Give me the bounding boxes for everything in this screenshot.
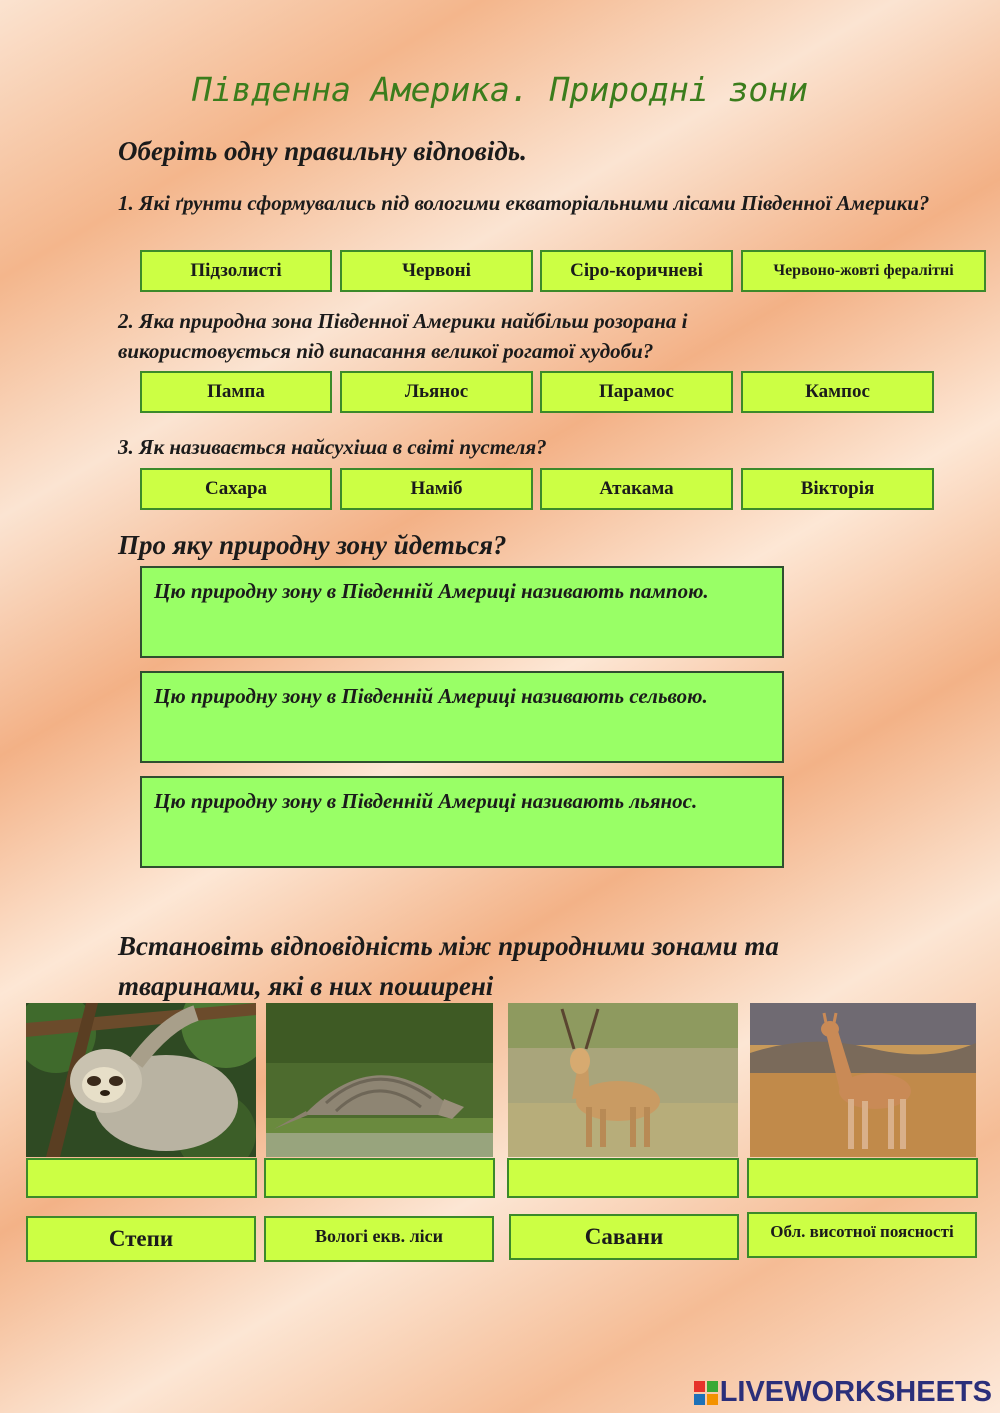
q1-option-2[interactable]: Червоні [340, 250, 533, 292]
drop-zone-2[interactable] [264, 1158, 495, 1198]
q3-option-3[interactable]: Атакама [540, 468, 733, 510]
liveworksheets-logo-text: LIVEWORKSHEETS [719, 1376, 992, 1408]
label-savany[interactable]: Савани [509, 1214, 739, 1260]
deer-image [508, 1003, 738, 1157]
question-1: 1. Які ґрунти сформувались під вологими екваторіальними лісами Південної Америки? [118, 191, 930, 215]
liveworksheets-logo [694, 1376, 992, 1409]
zone-box-3[interactable]: Цю природну зону в Південній Америці називають льянос. [140, 776, 784, 868]
zone-box-2[interactable]: Цю природну зону в Південній Америці називають сельвою. [140, 671, 784, 763]
q3-option-4[interactable]: Вікторія [741, 468, 934, 510]
q1-option-4[interactable]: Червоно-жовті фералітні [741, 250, 986, 292]
q2-option-1[interactable]: Пампа [140, 371, 332, 413]
q1-option-1[interactable]: Підзолисті [140, 250, 332, 292]
drop-zone-3[interactable] [507, 1158, 739, 1198]
label-vysotna-poyasnist[interactable]: Обл. висотної поясності [747, 1212, 977, 1258]
label-vologi-lisy[interactable]: Вологі екв. ліси [264, 1216, 494, 1262]
q3-option-2[interactable]: Наміб [340, 468, 533, 510]
guanaco-image [750, 1003, 976, 1157]
question-2: 2. Яка природна зона Південної Америки найбільш розорана і використовується під випасання великої рогатої худоби? [118, 309, 688, 363]
label-stepy[interactable]: Степи [26, 1216, 256, 1262]
question-3: 3. Як називається найсухіша в світі пустеля? [118, 435, 547, 459]
q1-option-3[interactable]: Сіро-коричневі [540, 250, 733, 292]
zone-box-1[interactable]: Цю природну зону в Південній Америці називають пампою. [140, 566, 784, 658]
q2-option-4[interactable]: Кампос [741, 371, 934, 413]
sloth-image [26, 1003, 256, 1157]
section3-heading: Встановіть відповідність між природними зонами та тваринами, які в них поширені [118, 931, 779, 1001]
section2-heading: Про яку природну зону йдеться? [118, 530, 507, 560]
section1-heading: Оберіть одну правильну відповідь. [118, 136, 527, 166]
liveworksheets-logo-icon [694, 1381, 718, 1405]
q3-option-1[interactable]: Сахара [140, 468, 332, 510]
armadillo-image [266, 1003, 493, 1157]
q2-option-3[interactable]: Парамос [540, 371, 733, 413]
drop-zone-4[interactable] [747, 1158, 978, 1198]
page-title: Південна Америка. Природні зони [192, 70, 808, 109]
drop-zone-1[interactable] [26, 1158, 257, 1198]
q2-option-2[interactable]: Льянос [340, 371, 533, 413]
